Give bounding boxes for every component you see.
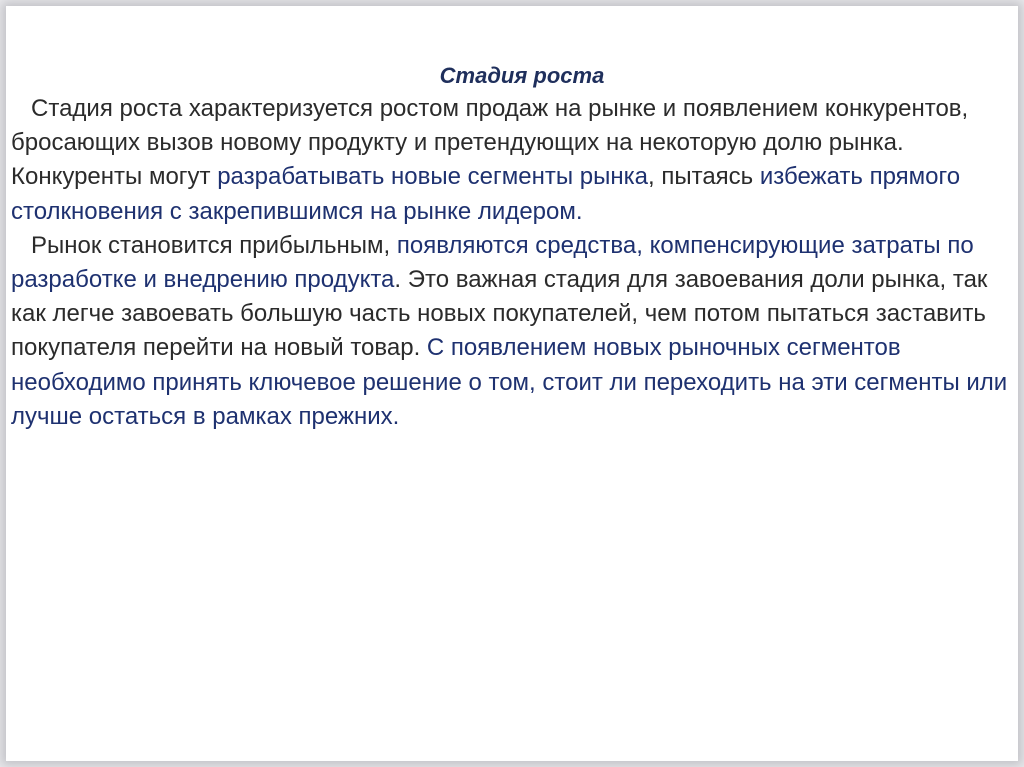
text-segment: Стадия роста характеризуется ростом продаж на рынке и появлением конкурентов, бросающих вызов новому продукту и претендующих на некоторую долю рынка. Конкуренты могут — [11, 95, 975, 191]
slide-body — [11, 92, 1011, 434]
paragraph-growth-stage — [11, 92, 1011, 229]
slide — [6, 6, 1018, 761]
text-segment: Рынок становится прибыльным, — [11, 231, 397, 259]
paragraph-profitability — [11, 229, 1011, 434]
highlighted-text-segment: С появлением новых рыночных сегментов необходимо принять ключевое решение о том, стоит ли переходить на эти сегменты или лучше остаться в рамках прежних. — [11, 334, 1008, 430]
text-segment: . Это важная стадия для завоевания доли рынка, так как легче завоевать большую часть новых покупателей, чем потом пытаться заставить покупателя перейти на новый товар. — [11, 266, 995, 362]
text-segment: , пытаясь — [648, 163, 760, 191]
highlighted-text-segment: разрабатывать новые сегменты рынка — [217, 163, 649, 191]
slide-title: Стадия роста — [439, 63, 605, 88]
highlighted-text-segment: появляются средства, компенсирующие затраты по разработке и внедрению продукта — [11, 231, 974, 294]
highlighted-text-segment: избежать прямого столкновения с закрепившимся на рынке лидером. — [11, 163, 961, 225]
